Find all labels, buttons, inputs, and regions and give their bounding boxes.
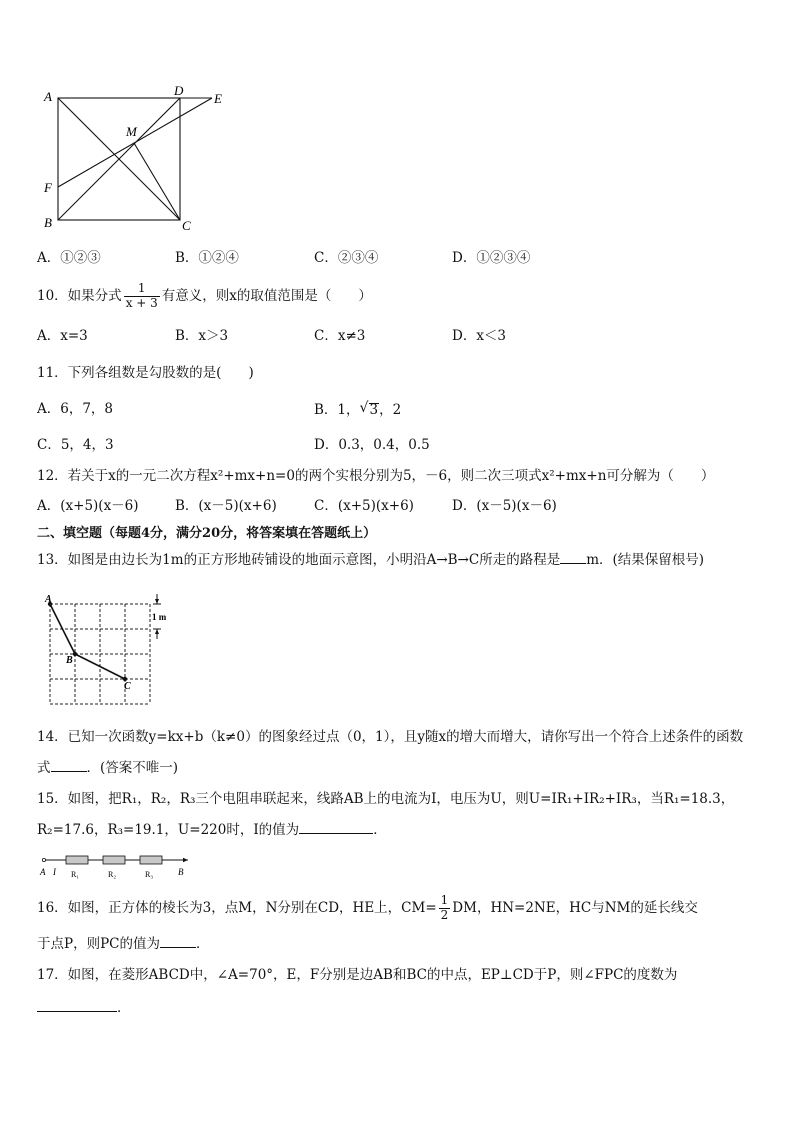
q13-scale-label: 1 m bbox=[152, 612, 167, 622]
q12-stem: 12．若关于x的一元二次方程x²+mx+n=0的两个实根分别为5，－6，则二次三项式x²+mx+n可分解为（ ） bbox=[37, 468, 715, 484]
q12-option-c: C．(x+5)(x+6) bbox=[314, 498, 414, 514]
q9-label-c: C bbox=[182, 218, 191, 233]
q14-line2-pre: 式 bbox=[37, 760, 51, 776]
q9-figure bbox=[30, 84, 240, 234]
q9-label-e: E bbox=[214, 91, 222, 106]
q15-resistor-r3 bbox=[140, 856, 162, 864]
q15-line2-post: ． bbox=[373, 822, 387, 838]
q11-option-c: C．5，4，3 bbox=[37, 437, 114, 453]
section-2-title: 二、填空题（每题4分，满分20分，将答案填在答题纸上） bbox=[37, 526, 377, 541]
q16-line2 bbox=[37, 938, 210, 952]
q10-stem-after: 有意义，则x的取值范围是（ ） bbox=[161, 288, 372, 304]
q10-stem bbox=[37, 282, 372, 311]
q13-label-a: A bbox=[45, 594, 52, 605]
q11-option-b-pre: B．1， bbox=[314, 402, 360, 418]
q12-option-d: D．(x－5)(x－6) bbox=[452, 498, 557, 514]
q15-line2-pre: R₂=17.6，R₃=19.1，U=220时，I的值为 bbox=[37, 822, 300, 838]
q9-label-f: F bbox=[44, 180, 52, 195]
q13-stem-post: m．(结果保留根号) bbox=[586, 552, 705, 568]
q13-label-c: C bbox=[124, 681, 131, 692]
q16-line1-post: DM，HN=2NE，HC与NM的延长线交 bbox=[452, 900, 698, 916]
q9-option-d: D．①②③④ bbox=[452, 250, 531, 266]
q16-line1-pre: 16．如图，正方体的棱长为3，点M，N分别在CD，HE上，CM= bbox=[37, 900, 437, 916]
q10-option-d: D．x＜3 bbox=[452, 328, 507, 344]
q16-frac-num: 1 bbox=[440, 893, 449, 908]
q9-option-c: C．②③④ bbox=[314, 250, 379, 266]
q13-answer-blank bbox=[560, 562, 586, 564]
q9-label-d: D bbox=[174, 84, 184, 98]
q15-label-r3: R₃ bbox=[145, 870, 154, 879]
q10-option-a: A．x=3 bbox=[37, 328, 88, 344]
q15-label-r2: R₂ bbox=[108, 870, 117, 879]
q9-label-m: M bbox=[126, 124, 137, 139]
q16-line2-post: ． bbox=[196, 936, 210, 952]
q10-fraction bbox=[124, 282, 160, 311]
q9-label-b: B bbox=[44, 215, 52, 230]
q11-option-a: A．6，7，8 bbox=[37, 401, 114, 417]
q17-line2 bbox=[37, 1002, 131, 1016]
q10-stem-before: 10．如果分式 bbox=[37, 288, 122, 304]
q13-stem bbox=[37, 554, 704, 568]
q14-answer-blank bbox=[51, 770, 87, 772]
q13-label-b: B bbox=[66, 655, 73, 666]
q17-line1: 17．如图，在菱形ABCD中，∠A=70°，E，F分别是边AB和BC的中点，EP⊥CD于P，则∠FPC的度数为 bbox=[37, 967, 678, 983]
q11-option-b-radical: √ 3 bbox=[369, 403, 380, 418]
q12-option-b: B．(x－5)(x+6) bbox=[175, 498, 277, 514]
q15-label-b: B bbox=[178, 867, 184, 877]
q11-option-b bbox=[314, 403, 401, 418]
q10-frac-num: 1 bbox=[124, 282, 160, 297]
q15-resistor-r1 bbox=[66, 856, 88, 864]
q11-option-d: D．0.3，0.4，0.5 bbox=[314, 437, 430, 453]
q10-option-c: C．x≠3 bbox=[314, 328, 366, 344]
q11-option-b-post: ，2 bbox=[379, 402, 402, 418]
q9-option-b: B．①②④ bbox=[175, 250, 239, 266]
q10-option-b: B．x＞3 bbox=[175, 328, 229, 344]
q13-stem-pre: 13．如图是由边长为1m的正方形地砖铺设的地面示意图，小明沿A→B→C所走的路程是 bbox=[37, 552, 561, 568]
q15-resistor-r2 bbox=[103, 856, 125, 864]
q15-line1: 15．如图，把R₁，R₂，R₃三个电阻串联起来，线路AB上的电流为I，电压为U，则U=IR₁+IR₂+IR₃，当R₁=18.3， bbox=[37, 791, 735, 807]
q17-answer-blank bbox=[37, 1010, 117, 1012]
q9-line-fe bbox=[58, 98, 212, 187]
q14-line2 bbox=[37, 762, 178, 776]
q10-frac-den: x + 3 bbox=[125, 296, 158, 310]
q17-line2-post: ． bbox=[117, 1000, 131, 1016]
q16-fraction bbox=[439, 894, 451, 923]
q16-line2-pre: 于点P，则PC的值为 bbox=[37, 936, 160, 952]
q14-line2-post: ．(答案不唯一) bbox=[86, 760, 179, 776]
q16-frac-den: 2 bbox=[440, 908, 449, 922]
q15-label-i: I bbox=[53, 867, 56, 877]
q15-label-a: A bbox=[40, 867, 46, 877]
q13-figure bbox=[38, 590, 178, 708]
q9-option-a: A．①②③ bbox=[37, 250, 101, 266]
q15-label-r1: R₁ bbox=[71, 870, 80, 879]
q11-stem: 11．下列各组数是勾股数的是( ) bbox=[37, 365, 254, 381]
q16-answer-blank bbox=[160, 946, 196, 948]
q16-line1 bbox=[37, 894, 698, 923]
q14-line1: 14．已知一次函数y=kx+b（k≠0）的图象经过点（0，1），且y随x的增大而增大，请你写出一个符合上述条件的函数 bbox=[37, 729, 744, 745]
q15-line2 bbox=[37, 824, 387, 838]
q15-answer-blank bbox=[299, 832, 373, 834]
q15-circuit-figure bbox=[38, 852, 198, 882]
q12-option-a: A．(x+5)(x－6) bbox=[37, 498, 139, 514]
q9-label-a: A bbox=[44, 89, 52, 104]
